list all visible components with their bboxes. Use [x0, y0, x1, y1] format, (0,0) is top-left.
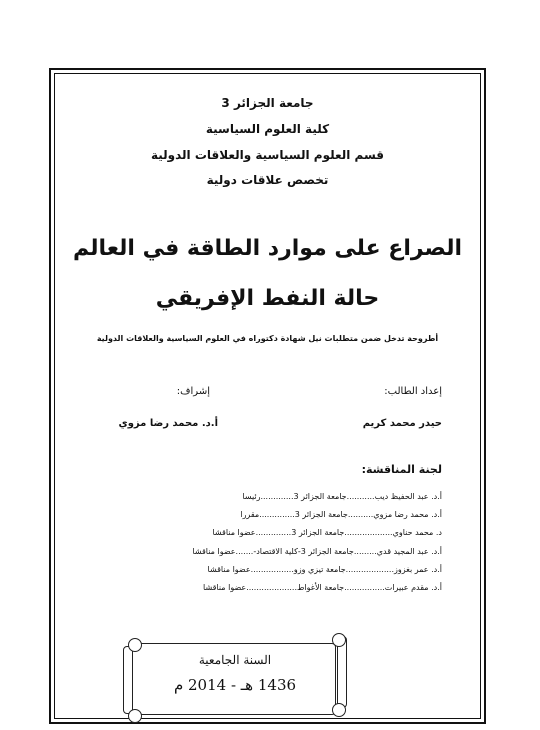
- prepared-by-label: إعداد الطالب:: [384, 386, 442, 397]
- committee-title: لجنة المناقشة:: [361, 463, 442, 476]
- supervisor-name: أ.د. محمد رضا مزوي: [118, 418, 218, 429]
- committee-member: أ.د. محمد رضا مزوي..........جامعة الجزائر 3..............مقررا: [240, 510, 442, 520]
- committee-member: أ.د. عمر بغزوز...................جامعة تيزي وزو.................عضوا مناقشا: [207, 564, 442, 574]
- committee-member: أ.د. عبد الحفيظ ديب...........جامعة الجزائر 3.............رئيسا: [242, 492, 442, 501]
- scroll-curl-icon: [332, 633, 346, 647]
- scroll-curl-icon: [128, 638, 142, 652]
- committee-member: أ.د. مقدم عبيرات................جامعة الأغواط....................عضوا مناقشا: [203, 582, 442, 592]
- supervisor-label: إشراف:: [176, 386, 210, 397]
- thesis-title-line1: الصراع على موارد الطاقة في العالم: [72, 236, 463, 261]
- scroll-curl-icon: [332, 703, 346, 717]
- faculty-name: كلية العلوم السياسية: [205, 122, 330, 136]
- university-name: جامعة الجزائر 3: [221, 96, 314, 110]
- committee-member: أ.د. عبد المجيد قدي.........جامعة الجزائر 3-كلية الاقتصاد-.......عضوا مناقشا: [192, 546, 442, 556]
- department-name: قسم العلوم السياسية والعلاقات الدولية: [150, 148, 385, 162]
- academic-year-value: 1436 هـ - 2014 م: [173, 676, 297, 694]
- committee-list: [112, 488, 442, 597]
- thesis-title-line2: حالة النفط الإفريقي: [155, 286, 380, 311]
- committee-member: د. محمد حناوي...................جامعة الجزائر 3..............عضوا مناقشا: [212, 528, 442, 538]
- scroll-curl-icon: [128, 709, 142, 723]
- academic-year-label: السنة الجامعية: [198, 653, 272, 667]
- specialization: تخصص علاقات دولية: [206, 173, 329, 187]
- prepared-by-name: حيدر محمد كريم: [362, 418, 442, 429]
- thesis-subtitle: أطروحة تدخل ضمن متطلبات نيل شهادة دكتوراه في العلوم السياسية والعلاقات الدولية: [96, 334, 439, 343]
